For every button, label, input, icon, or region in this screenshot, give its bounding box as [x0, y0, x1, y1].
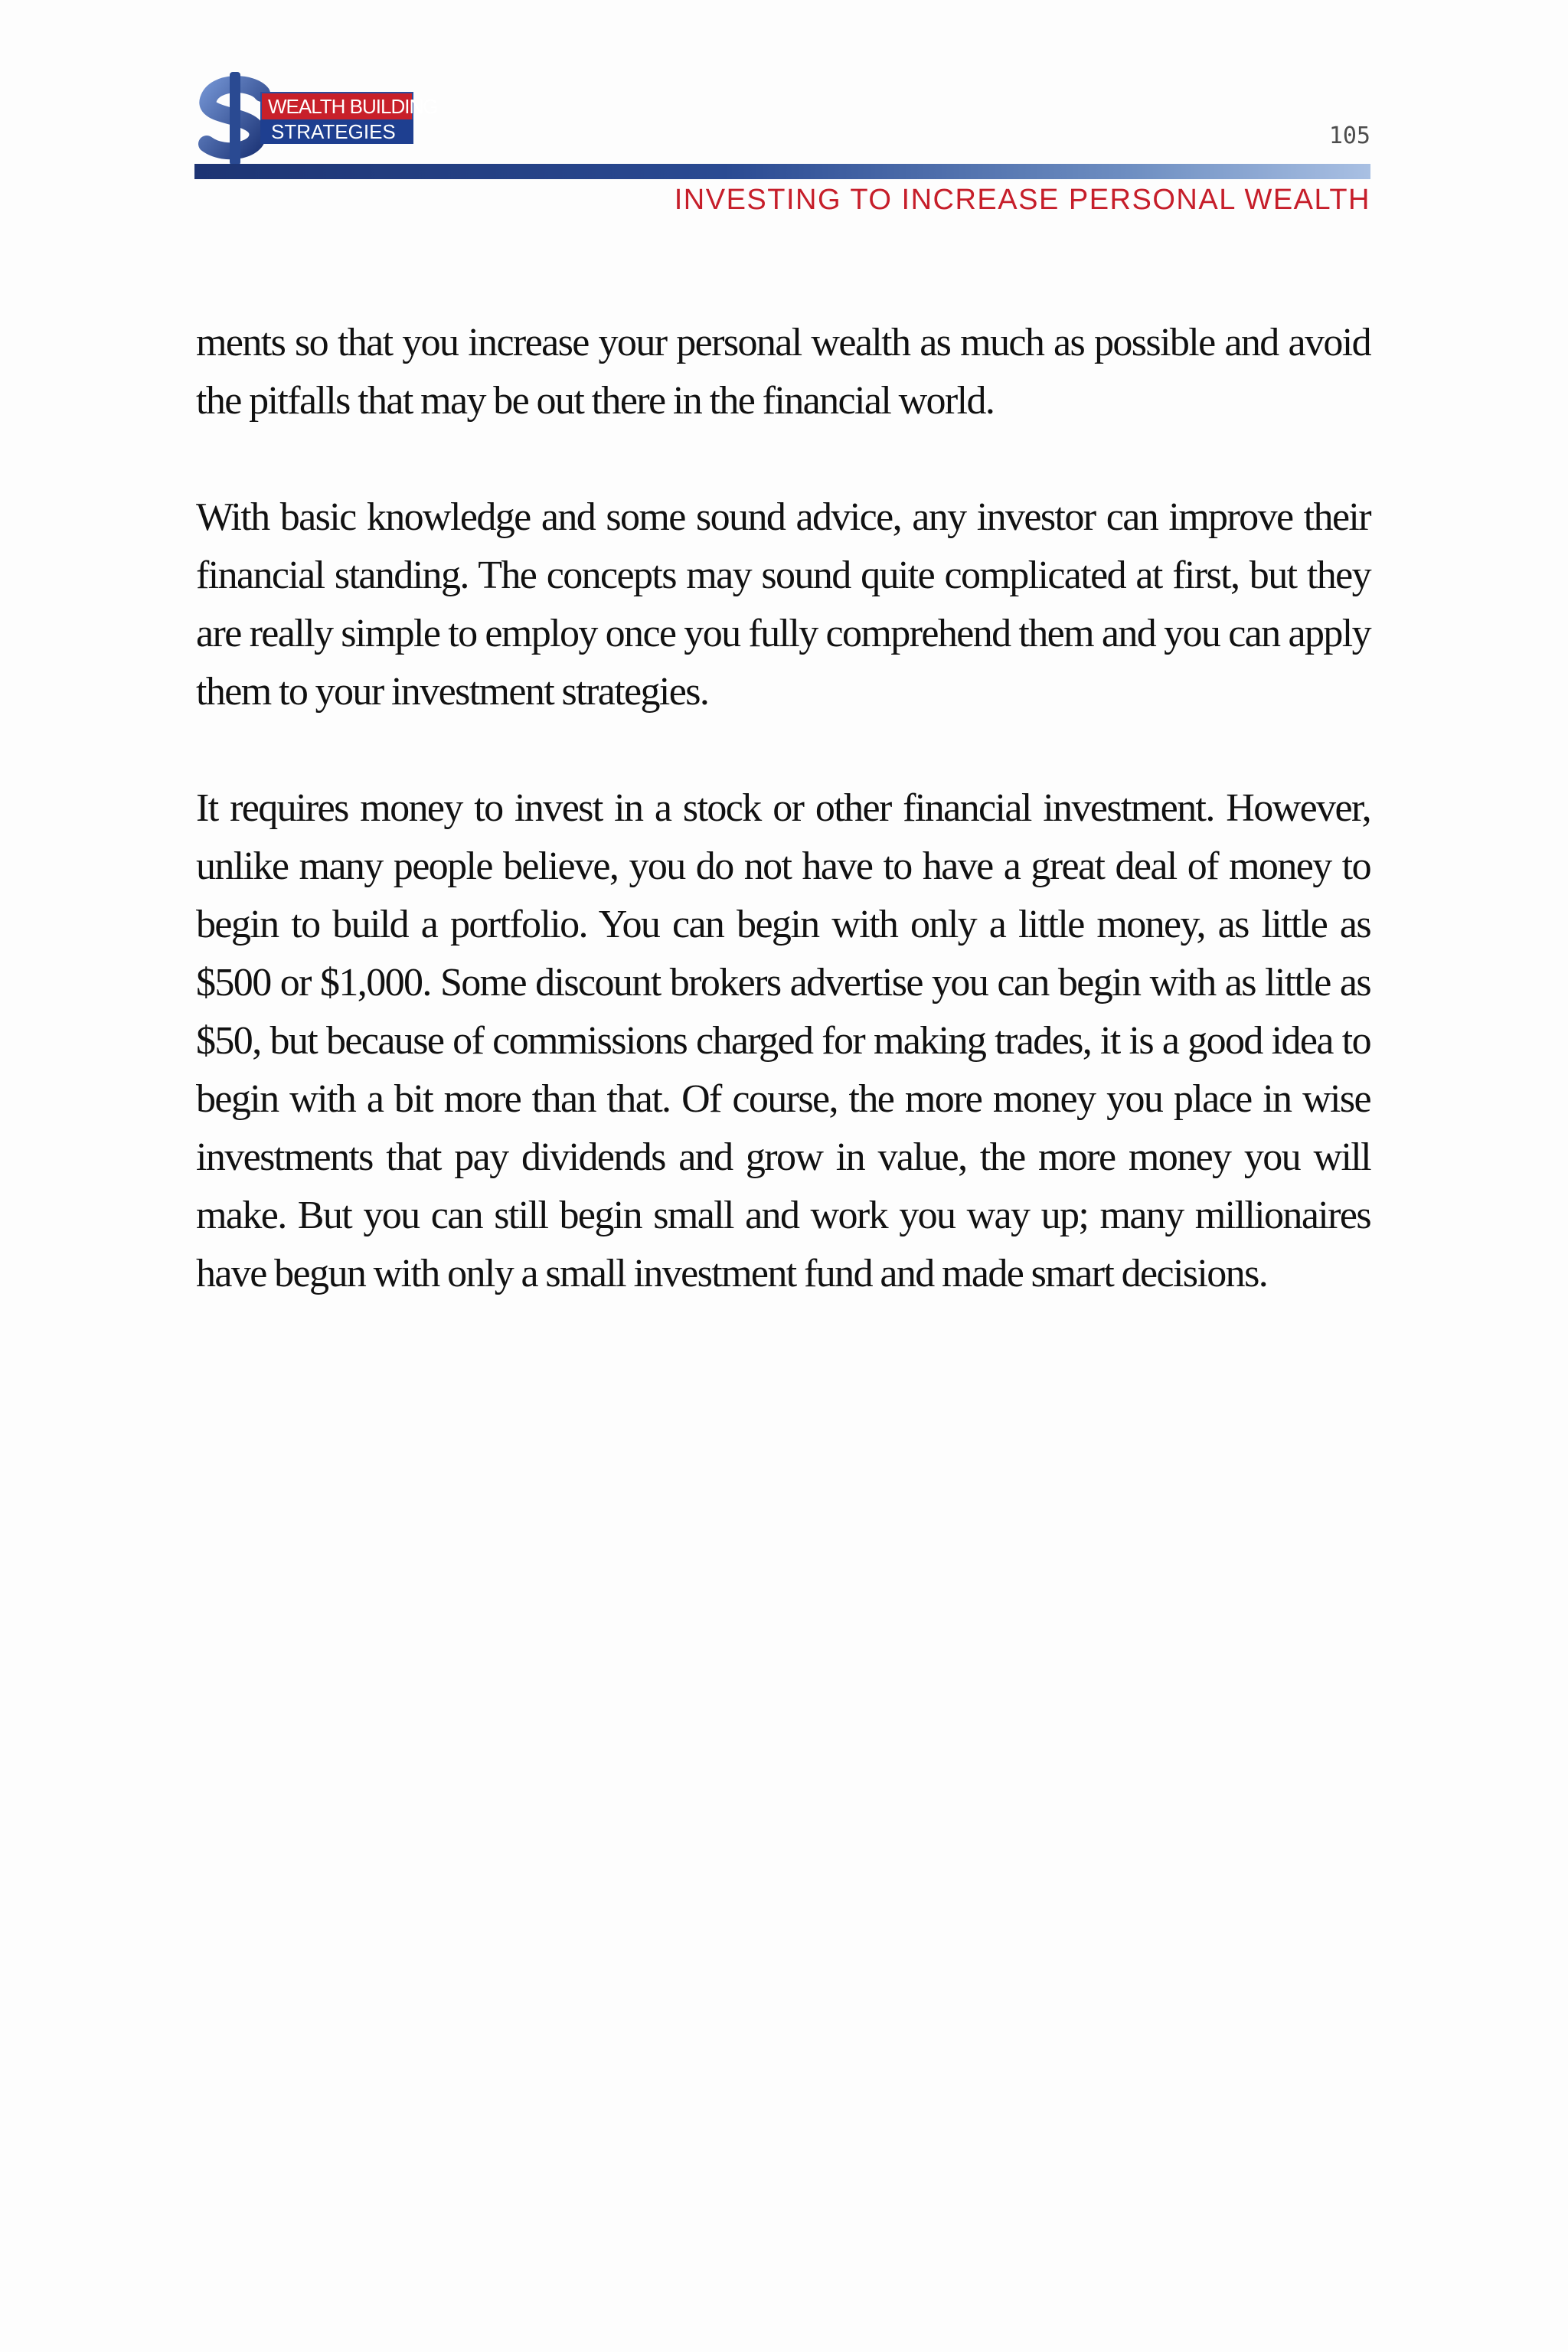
- page-number: 105: [1328, 122, 1370, 149]
- wealth-building-strategies-logo: [191, 70, 438, 167]
- chapter-title: INVESTING TO INCREASE PERSONAL WEALTH: [674, 184, 1370, 216]
- paragraph-1: ments so that you increase your personal wealth as much as possible and avoid the pitfalls that may be out there in the financial world.: [196, 321, 1370, 423]
- logo-line-wealth-building: WEALTH BUILDING: [260, 92, 413, 119]
- paragraph-3: It requires money to invest in a stock or other financial investment. However, unlike many people believe, you do not have to have a great deal of money to begin to build a portfolio. You can begin with only a little money, as little as $500 or $1,000. Some discount brokers advertise you can begin with as little as $50, but because of commissions charged for making trades, it is a good idea to begin with a bit more than that. Of course, the more money you place in wise investments that pay dividends and grow in value, the more money you will make. But you can still begin small and work you way up; many millionaires have begun with only a small investment fund and made smart decisions.: [196, 786, 1370, 1295]
- page-header: [0, 0, 1568, 230]
- logo-wordmark: [260, 92, 438, 147]
- header-divider: [194, 164, 1370, 179]
- page-body: [196, 314, 1370, 1361]
- logo-line-strategies: STRATEGIES: [260, 119, 413, 144]
- paragraph-2: With basic knowledge and some sound advice, any investor can improve their financial standing. The concepts may sound quite complicated at first, but they are really simple to employ once you fully comprehend them and you can apply them to your investment strategies.: [196, 495, 1370, 714]
